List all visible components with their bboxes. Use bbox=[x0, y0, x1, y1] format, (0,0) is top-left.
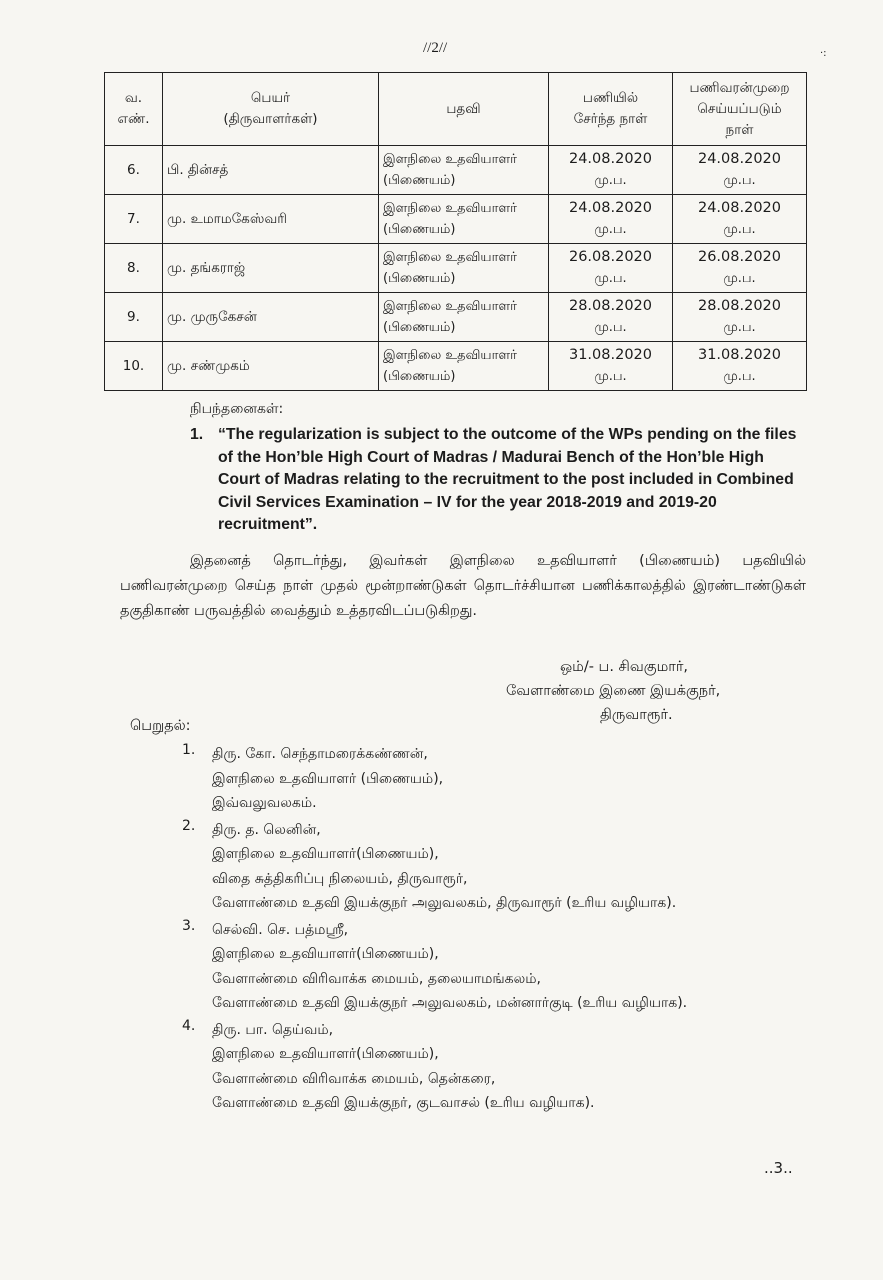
post-qualifier: (பிணையம்) bbox=[383, 173, 456, 188]
recipient-line: வேளாண்மை விரிவாக்க மையம், தென்கரை, bbox=[212, 1070, 496, 1087]
recipient-line: இவ்வலுவலகம். bbox=[212, 795, 317, 811]
signature-place: திருவாரூர். bbox=[600, 707, 673, 723]
post-title: இளநிலை உதவியாளர் bbox=[383, 250, 517, 265]
cell-serial-no: 9. bbox=[105, 293, 163, 342]
recipient-line: செல்வி. செ. பத்மஸ்ரீ, bbox=[212, 921, 349, 938]
joined-session: மு.ப. bbox=[594, 320, 627, 335]
recipient-line: வேளாண்மை உதவி இயக்குநர் அலுவலகம், மன்னார்குடி (உரிய வழியாக). bbox=[212, 995, 688, 1011]
joined-session: மு.ப. bbox=[594, 173, 627, 188]
cell-post bbox=[379, 342, 549, 391]
recipient-line: திரு. த. லெனின், bbox=[212, 821, 321, 838]
signature-name: ஒம்/- ப. சிவகுமார், bbox=[560, 659, 689, 675]
cell-name: மு. முருகேசன் bbox=[163, 293, 379, 342]
staff-table bbox=[104, 72, 807, 391]
cell-serial-no: 8. bbox=[105, 244, 163, 293]
cell-regularized-date bbox=[673, 244, 807, 293]
post-qualifier: (பிணையம்) bbox=[383, 271, 456, 286]
joined-date: 26.08.2020 bbox=[568, 249, 653, 265]
joined-session: மு.ப. bbox=[594, 369, 627, 384]
cell-joined-date bbox=[549, 342, 673, 391]
recipient-line: இளநிலை உதவியாளர்(பிணையம்), bbox=[212, 1046, 439, 1062]
header-text: சேர்ந்த நாள் bbox=[573, 111, 648, 127]
recipient-item bbox=[182, 1018, 802, 1116]
cell-post bbox=[379, 146, 549, 195]
regularized-session: மு.ப. bbox=[723, 222, 756, 237]
header-post bbox=[379, 73, 549, 146]
header-text: பணியில் bbox=[582, 90, 639, 106]
header-name bbox=[163, 73, 379, 146]
post-qualifier: (பிணையம்) bbox=[383, 320, 456, 335]
cell-name: பி. தின்சத் bbox=[163, 146, 379, 195]
regularized-session: மு.ப. bbox=[723, 173, 756, 188]
post-title: இளநிலை உதவியாளர் bbox=[383, 201, 517, 216]
table-row bbox=[105, 146, 807, 195]
cell-post bbox=[379, 195, 549, 244]
regularized-date: 24.08.2020 bbox=[697, 200, 782, 216]
post-qualifier: (பிணையம்) bbox=[383, 369, 456, 384]
scan-speck: ·: bbox=[820, 48, 827, 59]
joined-date: 24.08.2020 bbox=[568, 200, 653, 216]
cell-regularized-date bbox=[673, 293, 807, 342]
joined-session: மு.ப. bbox=[594, 271, 627, 286]
regularized-session: மு.ப. bbox=[723, 369, 756, 384]
cell-serial-no: 6. bbox=[105, 146, 163, 195]
header-text: பெயர் bbox=[250, 90, 291, 106]
header-text: வ. bbox=[124, 90, 143, 106]
signature-block bbox=[500, 655, 760, 727]
recipient-line: இளநிலை உதவியாளர்(பிணையம்), bbox=[212, 846, 439, 862]
header-text: எண். bbox=[117, 111, 150, 127]
cell-serial-no: 7. bbox=[105, 195, 163, 244]
header-text: பணிவரன்முறை bbox=[689, 79, 790, 96]
recipient-item bbox=[182, 742, 802, 816]
header-regularized-date bbox=[673, 73, 807, 146]
cell-joined-date bbox=[549, 195, 673, 244]
cell-name: மு. உமாமகேஸ்வரி bbox=[163, 195, 379, 244]
joined-date: 24.08.2020 bbox=[568, 151, 653, 167]
cell-post bbox=[379, 244, 549, 293]
joined-date: 28.08.2020 bbox=[568, 298, 653, 314]
recipient-item bbox=[182, 918, 802, 1016]
cell-regularized-date bbox=[673, 342, 807, 391]
cell-regularized-date bbox=[673, 146, 807, 195]
signature-designation: வேளாண்மை இணை இயக்குநர், bbox=[506, 683, 721, 699]
header-text: (திருவாளர்கள்) bbox=[223, 111, 318, 127]
header-serial-no bbox=[105, 73, 163, 146]
recipient-line: திரு. பா. தெய்வம், bbox=[212, 1021, 334, 1038]
post-title: இளநிலை உதவியாளர் bbox=[383, 348, 517, 363]
joined-date: 31.08.2020 bbox=[568, 347, 653, 363]
condition-text: “The regularization is subject to the outcome of the WPs pending on the files of the Hon’ble High Court of Madras / Madurai Bench of the Hon’ble High Court of Madras relating to the recruitment to the post included in Combined Civil Services Examination – IV for the year 2018-2019 and 2019-20 recruitment”. bbox=[218, 426, 797, 533]
cell-joined-date bbox=[549, 244, 673, 293]
recipient-number: 4. bbox=[182, 1017, 196, 1034]
recipients-list bbox=[182, 742, 802, 1118]
header-text: பதவி bbox=[446, 100, 481, 117]
recipient-line: இளநிலை உதவியாளர்(பிணையம்), bbox=[212, 946, 439, 962]
cell-post bbox=[379, 293, 549, 342]
recipient-line: விதை சுத்திகரிப்பு நிலையம், திருவாரூர், bbox=[212, 870, 468, 887]
table-header-row bbox=[105, 73, 807, 146]
post-qualifier: (பிணையம்) bbox=[383, 222, 456, 237]
regularized-session: மு.ப. bbox=[723, 320, 756, 335]
recipient-item bbox=[182, 818, 802, 916]
recipient-line: திரு. கோ. செந்தாமரைக்கண்ணன், bbox=[212, 746, 428, 762]
regularized-date: 24.08.2020 bbox=[697, 151, 782, 167]
cell-name: மு. தங்கராஜ் bbox=[163, 244, 379, 293]
page-marker: //2// bbox=[423, 40, 448, 56]
regularized-date: 28.08.2020 bbox=[697, 298, 782, 314]
cell-joined-date bbox=[549, 293, 673, 342]
order-paragraph: இதனைத் தொடர்ந்து, இவர்கள் இளநிலை உதவியாளர் (பிணையம்) பதவியில் பணிவரன்முறை செய்த நாள் முதல் மூன்றாண்டுகள் தொடர்ச்சியான பணிக்காலத்தில் இரண்டாண்டுகள் தகுதிகாண் பருவத்தில் வைத்தும் உத்தரவிடப்படுகிறது. bbox=[120, 553, 806, 619]
cell-joined-date bbox=[549, 146, 673, 195]
cell-name: மு. சண்முகம் bbox=[163, 342, 379, 391]
joined-session: மு.ப. bbox=[594, 222, 627, 237]
regularized-date: 26.08.2020 bbox=[697, 249, 782, 265]
recipient-line: வேளாண்மை உதவி இயக்குநர் அலுவலகம், திருவாரூர் (உரிய வழியாக). bbox=[212, 895, 677, 911]
table-row bbox=[105, 293, 807, 342]
cell-serial-no: 10. bbox=[105, 342, 163, 391]
post-title: இளநிலை உதவியாளர் bbox=[383, 299, 517, 314]
header-joined-date bbox=[549, 73, 673, 146]
recipient-number: 2. bbox=[182, 817, 196, 834]
next-page-marker: ..3.. bbox=[764, 1159, 793, 1177]
table-row bbox=[105, 244, 807, 293]
table-row bbox=[105, 342, 807, 391]
conditions-heading: நிபந்தனைகள்: bbox=[190, 401, 284, 417]
cell-regularized-date bbox=[673, 195, 807, 244]
condition-number: 1. bbox=[190, 426, 204, 443]
recipient-line: இளநிலை உதவியாளர் (பிணையம்), bbox=[212, 770, 444, 787]
recipient-line: வேளாண்மை உதவி இயக்குநர், குடவாசல் (உரிய வழியாக). bbox=[212, 1095, 595, 1111]
post-title: இளநிலை உதவியாளர் bbox=[383, 152, 517, 167]
regularized-date: 31.08.2020 bbox=[697, 347, 782, 363]
recipients-heading: பெறுதல்: bbox=[130, 718, 191, 734]
recipient-line: வேளாண்மை விரிவாக்க மையம், தலையாமங்கலம், bbox=[212, 970, 541, 987]
recipient-number: 3. bbox=[182, 917, 196, 934]
recipient-number: 1. bbox=[182, 742, 196, 758]
header-text: செய்யப்படும் bbox=[697, 100, 782, 117]
regularized-session: மு.ப. bbox=[723, 271, 756, 286]
condition-item bbox=[190, 424, 800, 537]
header-text: நாள் bbox=[725, 121, 754, 138]
table-row bbox=[105, 195, 807, 244]
